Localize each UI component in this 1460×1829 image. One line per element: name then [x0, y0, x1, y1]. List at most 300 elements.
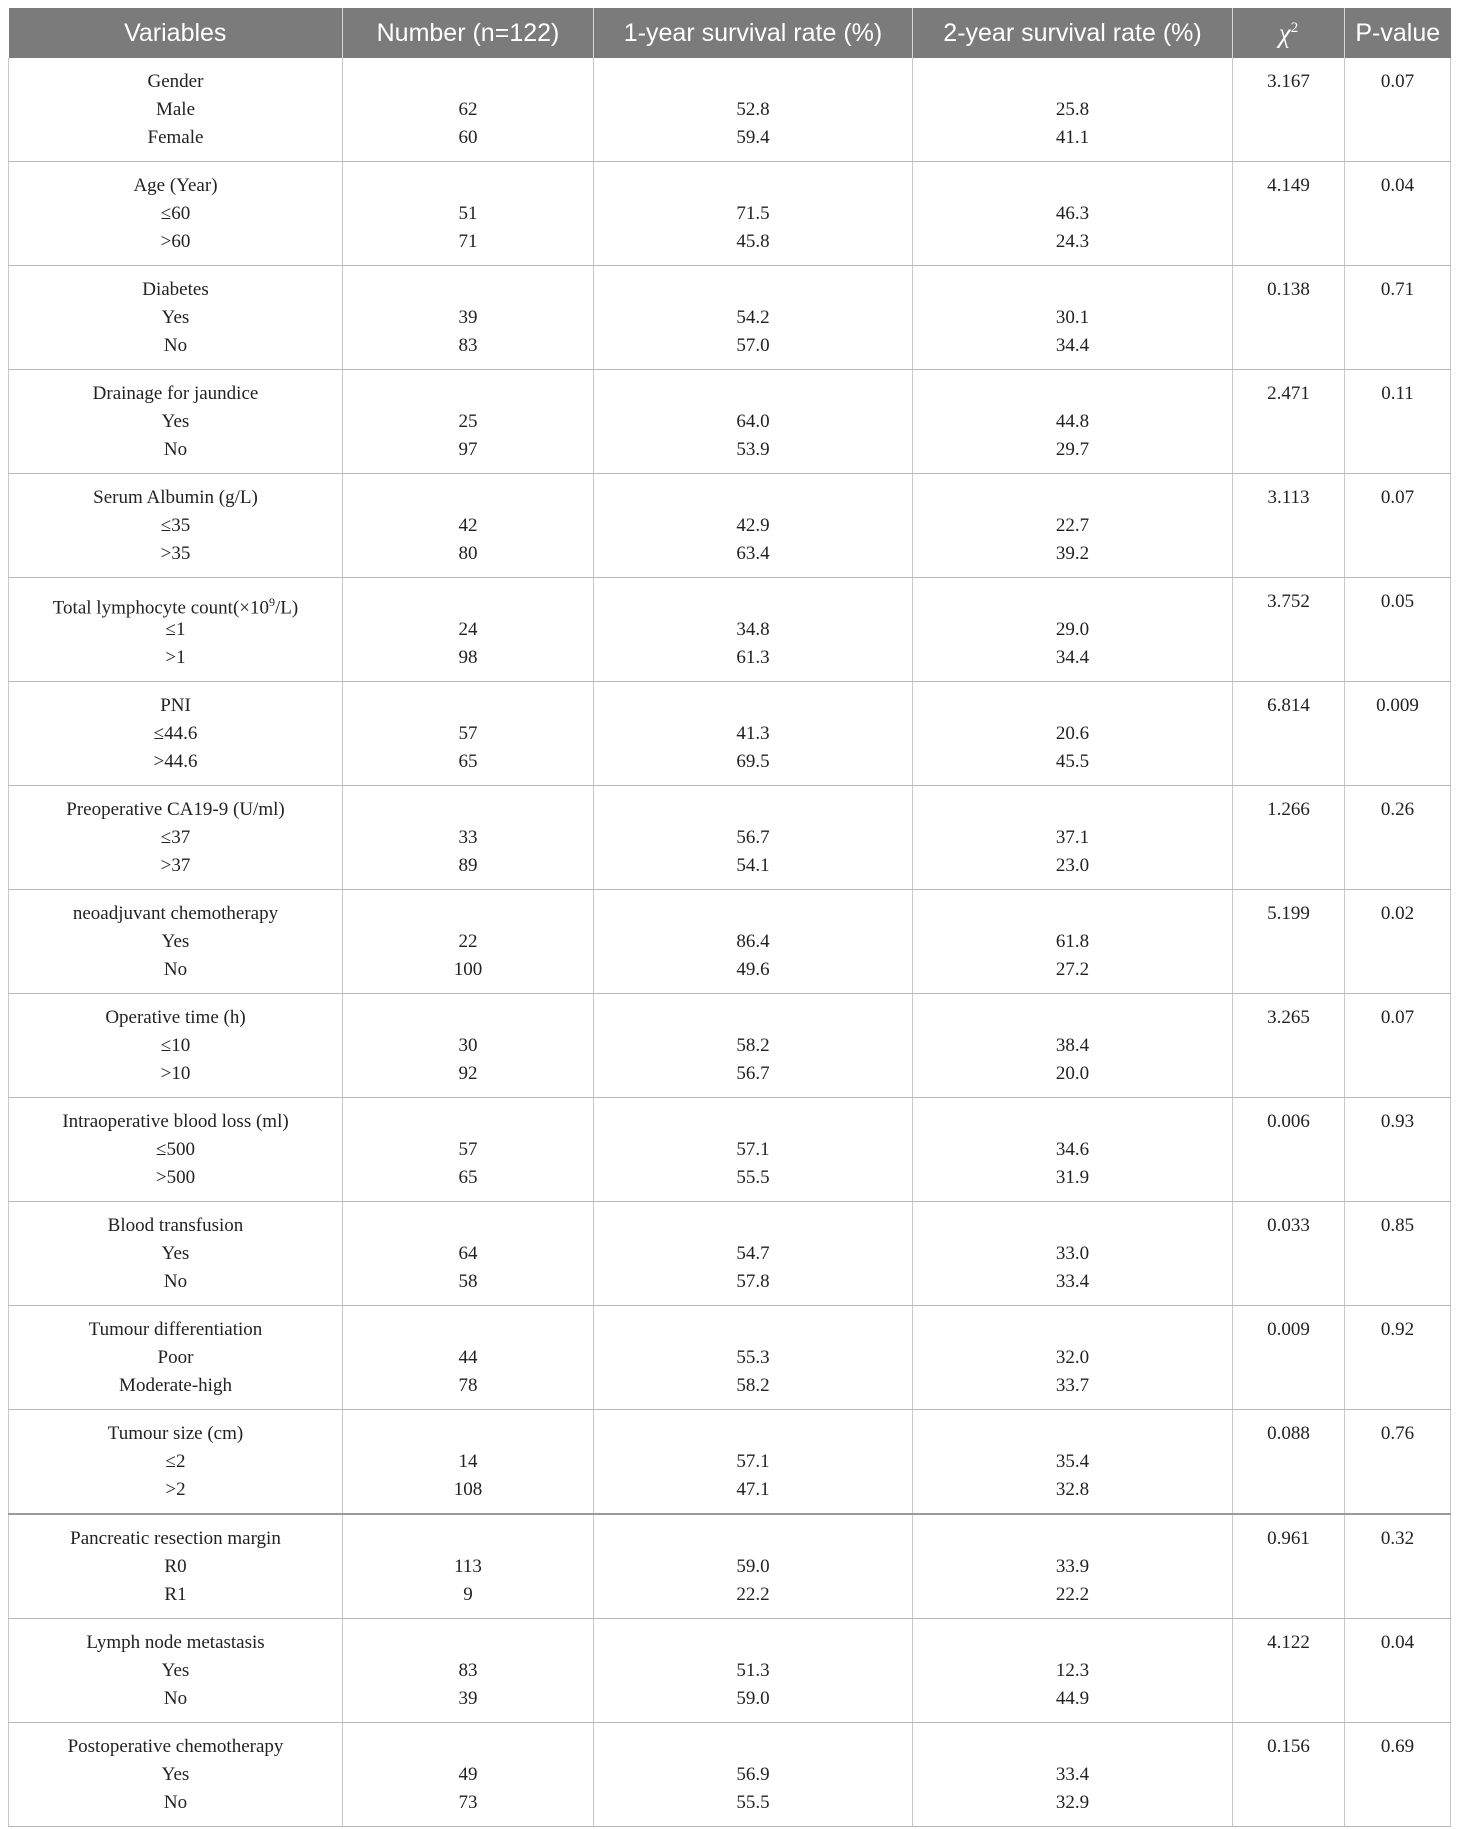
one-year-rate-cell: [594, 786, 913, 890]
value: 41.3: [736, 723, 770, 744]
table-row: [9, 370, 1451, 474]
number-cell: [343, 1098, 594, 1202]
survival-analysis-table: [8, 8, 1451, 1827]
variable-category: ≤35: [160, 515, 191, 536]
variable-title: [9, 1733, 342, 1761]
p-value-cell: [1345, 162, 1451, 266]
statistic-value: 0.033: [1267, 1215, 1310, 1236]
value: 39.2: [1055, 543, 1090, 564]
chi-square-cell: [1233, 578, 1345, 682]
statistic-value: 0.07: [1380, 487, 1415, 508]
value: 24: [458, 619, 478, 640]
p-value-cell: [1345, 682, 1451, 786]
variable-title-text: Preoperative CA19-9 (U/ml): [66, 799, 285, 820]
two-year-rate-cell: [913, 1306, 1233, 1410]
statistic-value: 0.07: [1380, 1007, 1415, 1028]
table-row: [9, 578, 1451, 682]
variable-title: [9, 276, 342, 304]
table-header: [9, 8, 1451, 58]
value: 55.3: [736, 1347, 770, 1368]
value: 38.4: [1055, 1035, 1090, 1056]
p-value-cell: [1345, 58, 1451, 162]
table-row: [9, 1098, 1451, 1202]
value: 57.0: [736, 335, 770, 356]
value: 80: [458, 543, 478, 564]
p-value-cell: [1345, 1098, 1451, 1202]
variable-title-text: Diabetes: [142, 279, 209, 300]
statistic-value: 0.088: [1267, 1423, 1310, 1444]
value: 63.4: [736, 543, 770, 564]
variable-title: [9, 484, 342, 512]
one-year-rate-cell: [594, 994, 913, 1098]
chi-square-cell: [1233, 58, 1345, 162]
value: 83: [458, 335, 478, 356]
chi-square-cell: [1233, 1098, 1345, 1202]
value: 65: [458, 751, 478, 772]
variable-category: Yes: [161, 1764, 190, 1785]
value: 33.9: [1055, 1556, 1090, 1577]
variable-category: Yes: [161, 931, 190, 952]
number-cell: [343, 578, 594, 682]
variable-category: >10: [160, 1063, 191, 1084]
variable-category: No: [163, 1688, 188, 1709]
table-row: [9, 1723, 1451, 1827]
value: 86.4: [736, 931, 770, 952]
value: 59.0: [736, 1556, 770, 1577]
two-year-rate-cell: [913, 1098, 1233, 1202]
two-year-rate-cell: [913, 682, 1233, 786]
two-year-rate-cell: [913, 1723, 1233, 1827]
header-number: Number (n=122): [343, 8, 594, 58]
variable-category: Male: [155, 99, 196, 120]
table-row: [9, 786, 1451, 890]
value: 34.4: [1055, 647, 1090, 668]
statistic-value: 2.471: [1267, 383, 1310, 404]
variable-cell: [9, 1202, 343, 1306]
value: 44.9: [1055, 1688, 1090, 1709]
value: 14: [458, 1451, 478, 1472]
value: 64: [458, 1243, 478, 1264]
statistic-value: 1.266: [1267, 799, 1310, 820]
value: 22.7: [1055, 515, 1090, 536]
p-value-cell: [1345, 474, 1451, 578]
one-year-rate-cell: [594, 1410, 913, 1515]
value: 51: [458, 203, 478, 224]
statistic-value: 0.92: [1380, 1319, 1415, 1340]
value: 9: [463, 1584, 473, 1605]
chi-square-cell: [1233, 370, 1345, 474]
number-cell: [343, 994, 594, 1098]
variable-cell: [9, 682, 343, 786]
statistic-value: 0.156: [1267, 1736, 1310, 1757]
value: 33.4: [1055, 1271, 1090, 1292]
variable-cell: [9, 162, 343, 266]
value: 47.1: [736, 1479, 770, 1500]
statistic-value: 0.006: [1267, 1111, 1310, 1132]
two-year-rate-cell: [913, 786, 1233, 890]
statistic-value: 3.752: [1267, 591, 1310, 612]
value: 29.0: [1055, 619, 1090, 640]
one-year-rate-cell: [594, 474, 913, 578]
one-year-rate-cell: [594, 1098, 913, 1202]
table-row: [9, 1619, 1451, 1723]
statistic-value: 0.76: [1380, 1423, 1415, 1444]
value: 69.5: [736, 751, 770, 772]
header-chi-square: [1233, 8, 1345, 58]
variable-category: >500: [155, 1167, 196, 1188]
variable-cell: [9, 1306, 343, 1410]
value: 32.8: [1055, 1479, 1090, 1500]
value: 39: [458, 1688, 478, 1709]
variable-title-text: Tumour size (cm): [107, 1423, 244, 1444]
variable-category: >44.6: [153, 751, 198, 772]
statistic-value: 0.04: [1380, 175, 1415, 196]
two-year-rate-cell: [913, 994, 1233, 1098]
p-value-cell: [1345, 1723, 1451, 1827]
number-cell: [343, 474, 594, 578]
chi-square-cell: [1233, 474, 1345, 578]
p-value-cell: [1345, 1306, 1451, 1410]
value: 55.5: [736, 1167, 770, 1188]
variable-title-text: neoadjuvant chemotherapy: [72, 903, 279, 924]
value: 46.3: [1055, 203, 1090, 224]
chi-square-cell: [1233, 994, 1345, 1098]
variable-category: >60: [160, 231, 191, 252]
chi-square-symbol: [1279, 18, 1298, 48]
variable-cell: [9, 578, 343, 682]
variable-category: No: [163, 959, 188, 980]
table-row: [9, 266, 1451, 370]
statistic-value: 0.02: [1380, 903, 1415, 924]
value: 34.8: [736, 619, 770, 640]
value: 58.2: [736, 1035, 770, 1056]
p-value-cell: [1345, 1202, 1451, 1306]
number-cell: [343, 1306, 594, 1410]
value: 89: [458, 855, 478, 876]
value: 54.1: [736, 855, 770, 876]
variable-category: >35: [160, 543, 191, 564]
number-cell: [343, 266, 594, 370]
statistic-value: 0.93: [1380, 1111, 1415, 1132]
value: 58: [458, 1271, 478, 1292]
chi-superscript: 2: [1290, 19, 1299, 36]
value: 51.3: [736, 1660, 770, 1681]
one-year-rate-cell: [594, 682, 913, 786]
value: 83: [458, 1660, 478, 1681]
value: 31.9: [1055, 1167, 1090, 1188]
p-value-cell: [1345, 786, 1451, 890]
value: 55.5: [736, 1792, 770, 1813]
chi-square-cell: [1233, 266, 1345, 370]
chi-square-cell: [1233, 1202, 1345, 1306]
value: 49: [458, 1764, 478, 1785]
two-year-rate-cell: [913, 1410, 1233, 1515]
value: 32.9: [1055, 1792, 1090, 1813]
value: 44.8: [1055, 411, 1090, 432]
p-value-cell: [1345, 890, 1451, 994]
variable-title: [9, 1316, 342, 1344]
value: 92: [458, 1063, 478, 1084]
value: 54.2: [736, 307, 770, 328]
variable-title: [9, 172, 342, 200]
value: 22.2: [1055, 1584, 1090, 1605]
variable-title-text: Intraoperative blood loss (ml): [62, 1111, 289, 1132]
variable-category: ≤2: [165, 1451, 186, 1472]
statistic-value: 4.122: [1267, 1632, 1310, 1653]
value: 30.1: [1055, 307, 1090, 328]
value: 34.6: [1055, 1139, 1090, 1160]
value: 59.0: [736, 1688, 770, 1709]
variable-cell: [9, 1410, 343, 1515]
statistic-value: 0.04: [1380, 1632, 1415, 1653]
p-value-cell: [1345, 1410, 1451, 1515]
number-cell: [343, 162, 594, 266]
chi-square-cell: [1233, 1619, 1345, 1723]
value: 53.9: [736, 439, 770, 460]
value: 65: [458, 1167, 478, 1188]
number-cell: [343, 58, 594, 162]
variable-cell: [9, 786, 343, 890]
header-p-value: P-value: [1345, 8, 1451, 58]
table-row: [9, 1410, 1451, 1515]
statistic-value: 6.814: [1267, 695, 1310, 716]
one-year-rate-cell: [594, 890, 913, 994]
value: 25.8: [1055, 99, 1090, 120]
variable-category: No: [163, 1271, 188, 1292]
variable-cell: [9, 1514, 343, 1619]
one-year-rate-cell: [594, 266, 913, 370]
p-value-cell: [1345, 578, 1451, 682]
value: 60: [458, 127, 478, 148]
value: 57.8: [736, 1271, 770, 1292]
statistic-value: 0.961: [1267, 1528, 1310, 1549]
chi-square-cell: [1233, 1723, 1345, 1827]
number-cell: [343, 370, 594, 474]
variable-title-superscript: 9: [269, 595, 275, 609]
variable-title-text: Lymph node metastasis: [86, 1632, 265, 1653]
number-cell: [343, 682, 594, 786]
table-row: [9, 682, 1451, 786]
value: 44: [458, 1347, 478, 1368]
table-row: [9, 1514, 1451, 1619]
table-row: [9, 162, 1451, 266]
value: 97: [458, 439, 478, 460]
number-cell: [343, 1723, 594, 1827]
value: 49.6: [736, 959, 770, 980]
value: 56.7: [736, 827, 770, 848]
chi-square-cell: [1233, 162, 1345, 266]
value: 98: [458, 647, 478, 668]
table-body: [9, 58, 1451, 1827]
variable-title: [9, 1629, 342, 1657]
variable-cell: [9, 994, 343, 1098]
variable-title: [9, 1212, 342, 1240]
chi-square-cell: [1233, 682, 1345, 786]
variable-category: No: [163, 439, 188, 460]
variable-category: ≤1: [165, 619, 186, 640]
chi-square-cell: [1233, 1410, 1345, 1515]
table-row: [9, 890, 1451, 994]
value: 57: [458, 1139, 478, 1160]
statistic-value: 0.138: [1267, 279, 1310, 300]
value: 57.1: [736, 1451, 770, 1472]
value: 64.0: [736, 411, 770, 432]
value: 20.6: [1055, 723, 1090, 744]
variable-category: ≤60: [160, 203, 191, 224]
variable-title: [9, 796, 342, 824]
variable-cell: [9, 370, 343, 474]
value: 78: [458, 1375, 478, 1396]
value: 22: [458, 931, 478, 952]
table-row: [9, 474, 1451, 578]
header-variables: Variables: [9, 8, 343, 58]
variable-category: No: [163, 1792, 188, 1813]
p-value-cell: [1345, 1619, 1451, 1723]
variable-category: ≤44.6: [153, 723, 198, 744]
value: 25: [458, 411, 478, 432]
value: 71: [458, 231, 478, 252]
value: 42.9: [736, 515, 770, 536]
statistic-value: 0.71: [1380, 279, 1415, 300]
value: 12.3: [1055, 1660, 1090, 1681]
value: 30: [458, 1035, 478, 1056]
chi-square-cell: [1233, 890, 1345, 994]
variable-category: Moderate-high: [119, 1375, 232, 1396]
variable-cell: [9, 266, 343, 370]
variable-title-text: Serum Albumin (g/L): [93, 487, 258, 508]
variable-category: >1: [165, 647, 186, 668]
statistic-value: 3.167: [1267, 71, 1310, 92]
header-one-year-survival: 1-year survival rate (%): [594, 8, 913, 58]
two-year-rate-cell: [913, 578, 1233, 682]
value: 58.2: [736, 1375, 770, 1396]
value: 73: [458, 1792, 478, 1813]
value: 71.5: [736, 203, 770, 224]
variable-title-text: Pancreatic resection margin: [70, 1528, 281, 1549]
statistic-value: 3.113: [1267, 487, 1310, 508]
value: 29.7: [1055, 439, 1090, 460]
number-cell: [343, 890, 594, 994]
number-cell: [343, 1514, 594, 1619]
variable-title: [9, 380, 342, 408]
two-year-rate-cell: [913, 890, 1233, 994]
variable-category: No: [163, 335, 188, 356]
one-year-rate-cell: [594, 1514, 913, 1619]
variable-title-text: Drainage for jaundice: [92, 383, 259, 404]
number-cell: [343, 1202, 594, 1306]
variable-title-text: Blood transfusion: [107, 1215, 244, 1236]
statistic-value: 0.05: [1380, 591, 1415, 612]
value: 56.9: [736, 1764, 770, 1785]
survival-table-container: [8, 8, 1450, 1827]
number-cell: [343, 786, 594, 890]
value: 33.0: [1055, 1243, 1090, 1264]
value: 20.0: [1055, 1063, 1090, 1084]
p-value-cell: [1345, 994, 1451, 1098]
variable-title-text: Total lymphocyte count(×10: [52, 597, 269, 619]
variable-title: [9, 1420, 342, 1448]
variable-title: [9, 588, 342, 619]
value: 45.5: [1055, 751, 1090, 772]
variable-title: [9, 692, 342, 720]
variable-category: R0: [164, 1556, 187, 1577]
variable-title-text: Age (Year): [133, 175, 218, 196]
variable-cell: [9, 1723, 343, 1827]
chi-square-cell: [1233, 1514, 1345, 1619]
value: 52.8: [736, 99, 770, 120]
chi-letter: χ: [1278, 17, 1291, 48]
one-year-rate-cell: [594, 578, 913, 682]
value: 33.4: [1055, 1764, 1090, 1785]
table-row: [9, 58, 1451, 162]
one-year-rate-cell: [594, 1306, 913, 1410]
table-row: [9, 1306, 1451, 1410]
chi-square-cell: [1233, 786, 1345, 890]
statistic-value: 0.11: [1381, 383, 1414, 404]
one-year-rate-cell: [594, 370, 913, 474]
value: 41.1: [1055, 127, 1090, 148]
variable-title: [9, 1108, 342, 1136]
statistic-value: 0.26: [1380, 799, 1415, 820]
statistic-value: 0.85: [1380, 1215, 1415, 1236]
value: 35.4: [1055, 1451, 1090, 1472]
value: 113: [454, 1556, 482, 1577]
p-value-cell: [1345, 370, 1451, 474]
two-year-rate-cell: [913, 162, 1233, 266]
one-year-rate-cell: [594, 162, 913, 266]
variable-cell: [9, 890, 343, 994]
value: 24.3: [1055, 231, 1090, 252]
variable-cell: [9, 474, 343, 578]
value: 45.8: [736, 231, 770, 252]
value: 59.4: [736, 127, 770, 148]
variable-title-text: Gender: [147, 71, 204, 92]
one-year-rate-cell: [594, 1202, 913, 1306]
statistic-value: 5.199: [1267, 903, 1310, 924]
variable-title: [9, 1004, 342, 1032]
value: 32.0: [1055, 1347, 1090, 1368]
table-row: [9, 994, 1451, 1098]
variable-title: [9, 68, 342, 96]
variable-category: ≤500: [156, 1139, 195, 1160]
number-cell: [343, 1619, 594, 1723]
value: 33.7: [1055, 1375, 1090, 1396]
variable-title-text: Operative time (h): [105, 1007, 246, 1028]
chi-square-cell: [1233, 1306, 1345, 1410]
statistic-value: 0.009: [1267, 1319, 1310, 1340]
value: 54.7: [736, 1243, 770, 1264]
variable-title-text: Postoperative chemotherapy: [67, 1736, 284, 1757]
number-cell: [343, 1410, 594, 1515]
variable-category: ≤10: [160, 1035, 191, 1056]
value: 57: [458, 723, 478, 744]
value: 22.2: [736, 1584, 770, 1605]
variable-category: Yes: [161, 307, 190, 328]
value: 27.2: [1055, 959, 1090, 980]
variable-category: >37: [160, 855, 191, 876]
two-year-rate-cell: [913, 1514, 1233, 1619]
value: 108: [453, 1479, 483, 1500]
statistic-value: 0.69: [1380, 1736, 1415, 1757]
value: 39: [458, 307, 478, 328]
value: 62: [458, 99, 478, 120]
value: 56.7: [736, 1063, 770, 1084]
value: 61.3: [736, 647, 770, 668]
two-year-rate-cell: [913, 474, 1233, 578]
value: 100: [453, 959, 483, 980]
variable-category: Yes: [161, 1660, 190, 1681]
two-year-rate-cell: [913, 1619, 1233, 1723]
